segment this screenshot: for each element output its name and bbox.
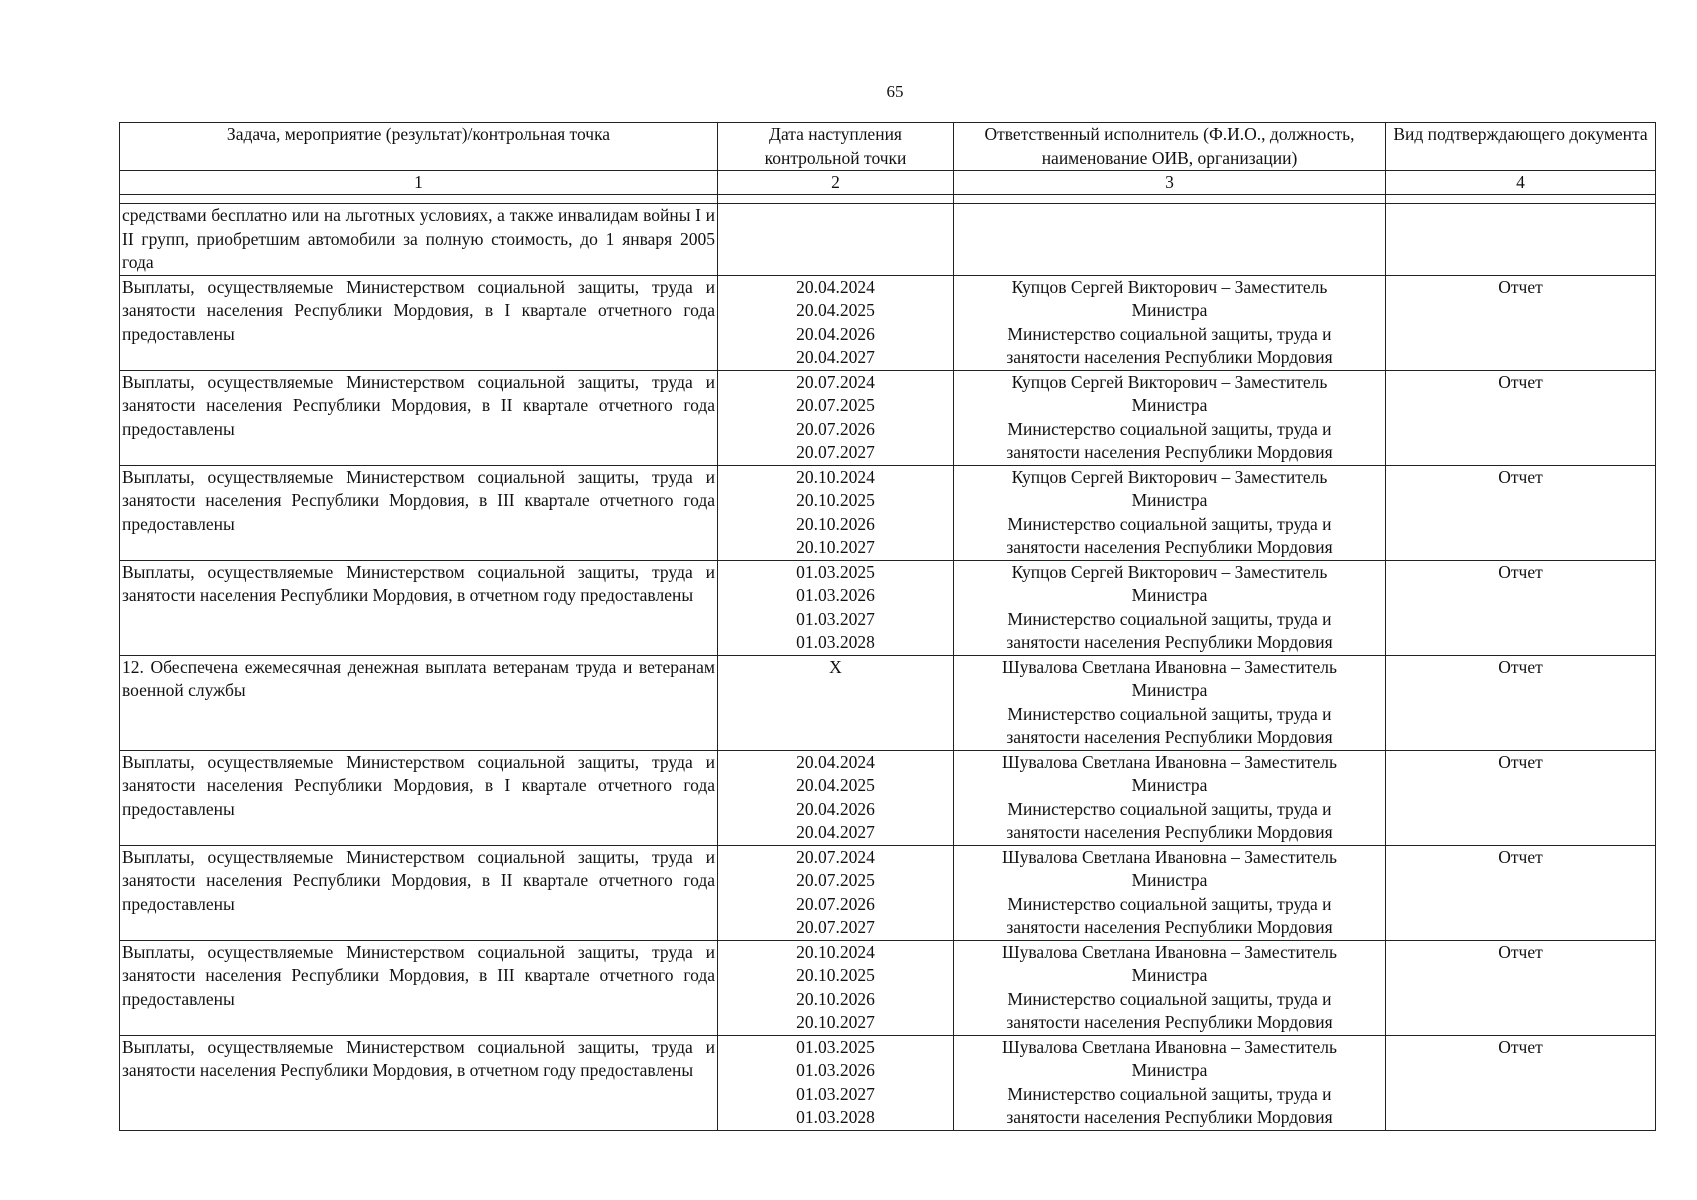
header-document-type: Вид подтверждающего документа <box>1386 123 1656 171</box>
document-type-cell: Отчет <box>1386 655 1656 750</box>
header-date: Дата наступления контрольной точки <box>718 123 954 171</box>
task-cell: Выплаты, осуществляемые Министерством социальной защиты, труда и занятости населения Республики Мордовия, в III квартале отчетного года предоставлены <box>120 940 718 1035</box>
executor-cell <box>954 655 1386 750</box>
table-row <box>120 1035 1656 1130</box>
task-cell: Выплаты, осуществляемые Министерством социальной защиты, труда и занятости населения Республики Мордовия, в I квартале отчетного года предоставлены <box>120 275 718 370</box>
executor-line: Министра <box>1131 680 1208 700</box>
control-date: 01.03.2028 <box>796 1107 875 1127</box>
control-date: 20.10.2026 <box>796 513 875 534</box>
executor-line: Шувалова Светлана Ивановна – Заместитель <box>1001 751 1337 772</box>
executor-cell <box>954 204 1386 276</box>
task-cell: Выплаты, осуществляемые Министерством социальной защиты, труда и занятости населения Республики Мордовия, в I квартале отчетного года предоставлены <box>120 750 718 845</box>
table-header-row <box>120 123 1656 171</box>
executor-line: Министра <box>1131 965 1208 985</box>
date-cell <box>718 275 954 370</box>
control-date: 20.07.2025 <box>796 870 875 890</box>
table-row <box>120 655 1656 750</box>
control-date: 20.10.2026 <box>796 988 875 1009</box>
document-type-cell <box>1386 204 1656 276</box>
table-row <box>120 560 1656 655</box>
control-date: 20.04.2027 <box>796 822 875 842</box>
column-number: 1 <box>120 171 718 195</box>
executor-line: Шувалова Светлана Ивановна – Заместитель <box>1001 1036 1337 1057</box>
table-row <box>120 940 1656 1035</box>
executor-cell <box>954 1035 1386 1130</box>
executor-line: занятости населения Республики Мордовия <box>1006 727 1333 747</box>
control-date: 20.04.2026 <box>796 798 875 819</box>
document-type-cell: Отчет <box>1386 275 1656 370</box>
date-cell <box>718 560 954 655</box>
control-date: 20.04.2026 <box>796 323 875 344</box>
control-date: 20.07.2024 <box>796 371 875 392</box>
table-row <box>120 370 1656 465</box>
control-date: 20.07.2026 <box>796 418 875 439</box>
executor-line: Шувалова Светлана Ивановна – Заместитель <box>1001 941 1337 962</box>
control-date: 20.10.2025 <box>796 490 875 510</box>
control-date: 20.07.2024 <box>796 846 875 867</box>
executor-line: Министерство социальной защиты, труда и <box>1007 988 1332 1009</box>
executor-line: Министерство социальной защиты, труда и <box>1007 418 1332 439</box>
task-cell: 12. Обеспечена ежемесячная денежная выплата ветеранам труда и ветеранам военной службы <box>120 655 718 750</box>
control-points-table <box>119 122 1656 1131</box>
control-date: 20.04.2025 <box>796 300 875 320</box>
control-date: 01.03.2027 <box>796 1083 875 1104</box>
executor-line: занятости населения Республики Мордовия <box>1006 632 1333 652</box>
control-date: 20.04.2024 <box>796 276 875 297</box>
executor-line: Министерство социальной защиты, труда и <box>1007 323 1332 344</box>
document-type-cell: Отчет <box>1386 1035 1656 1130</box>
date-cell <box>718 370 954 465</box>
executor-line: занятости населения Республики Мордовия <box>1006 442 1333 462</box>
document-type-cell: Отчет <box>1386 750 1656 845</box>
executor-line: занятости населения Республики Мордовия <box>1006 917 1333 937</box>
document-type-cell: Отчет <box>1386 940 1656 1035</box>
control-date: 20.10.2025 <box>796 965 875 985</box>
executor-line: Министерство социальной защиты, труда и <box>1007 703 1332 724</box>
executor-line: занятости населения Республики Мордовия <box>1006 1107 1333 1127</box>
table-body <box>120 204 1656 1131</box>
executor-line: Министерство социальной защиты, труда и <box>1007 1083 1332 1104</box>
executor-cell <box>954 560 1386 655</box>
executor-line: Министерство социальной защиты, труда и <box>1007 893 1332 914</box>
executor-cell <box>954 275 1386 370</box>
control-date: 20.04.2024 <box>796 751 875 772</box>
table-row <box>120 204 1656 276</box>
executor-line: Министерство социальной защиты, труда и <box>1007 608 1332 629</box>
executor-line: Министра <box>1131 490 1208 510</box>
control-date: 20.10.2024 <box>796 941 875 962</box>
control-date: 01.03.2025 <box>796 561 875 582</box>
task-cell: Выплаты, осуществляемые Министерством социальной защиты, труда и занятости населения Республики Мордовия, в отчетном году предоставлены <box>120 1035 718 1130</box>
date-cell <box>718 655 954 750</box>
executor-line: Шувалова Светлана Ивановна – Заместитель <box>1001 846 1337 867</box>
control-date: 20.10.2024 <box>796 466 875 487</box>
control-date: 20.07.2027 <box>796 442 875 462</box>
control-date: 01.03.2026 <box>796 585 875 605</box>
executor-line: занятости населения Республики Мордовия <box>1006 347 1333 367</box>
document-type-cell: Отчет <box>1386 560 1656 655</box>
table-row <box>120 465 1656 560</box>
executor-line: Купцов Сергей Викторович – Заместитель <box>1011 466 1328 487</box>
control-date: 20.04.2025 <box>796 775 875 795</box>
control-date: 01.03.2028 <box>796 632 875 652</box>
executor-line: Министра <box>1131 870 1208 890</box>
executor-line: занятости населения Республики Мордовия <box>1006 537 1333 557</box>
control-date: 20.10.2027 <box>796 537 875 557</box>
executor-line: занятости населения Республики Мордовия <box>1006 1012 1333 1032</box>
column-number: 2 <box>718 171 954 195</box>
table-row <box>120 275 1656 370</box>
page-number: 65 <box>886 82 904 101</box>
executor-line: Министра <box>1131 300 1208 320</box>
control-date: X <box>829 656 842 677</box>
control-date: 01.03.2027 <box>796 608 875 629</box>
document-type-cell: Отчет <box>1386 845 1656 940</box>
date-cell <box>718 1035 954 1130</box>
task-cell: Выплаты, осуществляемые Министерством социальной защиты, труда и занятости населения Республики Мордовия, в отчетном году предоставлены <box>120 560 718 655</box>
control-date: 20.07.2025 <box>796 395 875 415</box>
executor-line: Министерство социальной защиты, труда и <box>1007 513 1332 534</box>
executor-line: Министерство социальной защиты, труда и <box>1007 798 1332 819</box>
task-cell: средствами бесплатно или на льготных условиях, а также инвалидам войны I и II групп, приобретшим автомобили за полную стоимость, до 1 января 2005 года <box>120 204 718 276</box>
header-executor: Ответственный исполнитель (Ф.И.О., должность, наименование ОИВ, организации) <box>954 123 1386 171</box>
column-number: 3 <box>954 171 1386 195</box>
executor-cell <box>954 845 1386 940</box>
date-cell <box>718 204 954 276</box>
control-date: 20.04.2027 <box>796 347 875 367</box>
table-row <box>120 750 1656 845</box>
spacer-row <box>120 195 1656 204</box>
executor-line: Купцов Сергей Викторович – Заместитель <box>1011 371 1328 392</box>
executor-line: Министра <box>1131 585 1208 605</box>
date-cell <box>718 845 954 940</box>
date-cell <box>718 940 954 1035</box>
executor-cell <box>954 465 1386 560</box>
executor-line: Министра <box>1131 395 1208 415</box>
task-cell: Выплаты, осуществляемые Министерством социальной защиты, труда и занятости населения Республики Мордовия, в II квартале отчетного года предоставлены <box>120 845 718 940</box>
control-date: 01.03.2025 <box>796 1036 875 1057</box>
executor-line: Министра <box>1131 1060 1208 1080</box>
control-date: 20.07.2026 <box>796 893 875 914</box>
executor-cell <box>954 370 1386 465</box>
task-cell: Выплаты, осуществляемые Министерством социальной защиты, труда и занятости населения Республики Мордовия, в II квартале отчетного года предоставлены <box>120 370 718 465</box>
executor-cell <box>954 940 1386 1035</box>
header-task: Задача, мероприятие (результат)/контрольная точка <box>120 123 718 171</box>
executor-line: Министра <box>1131 775 1208 795</box>
document-type-cell: Отчет <box>1386 370 1656 465</box>
executor-line: Купцов Сергей Викторович – Заместитель <box>1011 276 1328 297</box>
executor-line: Купцов Сергей Викторович – Заместитель <box>1011 561 1328 582</box>
control-date: 20.10.2027 <box>796 1012 875 1032</box>
executor-line: занятости населения Республики Мордовия <box>1006 822 1333 842</box>
date-cell <box>718 750 954 845</box>
table-row <box>120 845 1656 940</box>
document-type-cell: Отчет <box>1386 465 1656 560</box>
column-number: 4 <box>1386 171 1656 195</box>
date-cell <box>718 465 954 560</box>
column-number-row <box>120 171 1656 195</box>
task-cell: Выплаты, осуществляемые Министерством социальной защиты, труда и занятости населения Республики Мордовия, в III квартале отчетного года предоставлены <box>120 465 718 560</box>
control-date: 01.03.2026 <box>796 1060 875 1080</box>
executor-cell <box>954 750 1386 845</box>
executor-line: Шувалова Светлана Ивановна – Заместитель <box>1001 656 1337 677</box>
control-date: 20.07.2027 <box>796 917 875 937</box>
